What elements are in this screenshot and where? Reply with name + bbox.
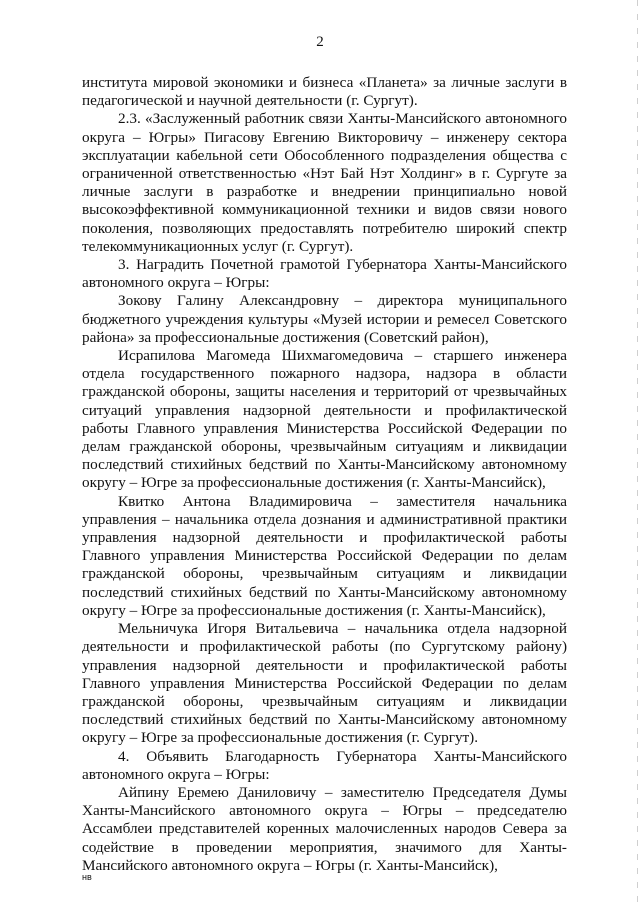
paragraph-awardee: Зокову Галину Александровну – директора муниципального бюджетного учреждения культуры «Музей истории и ремесел Советского района» за профессиональные достижения (Советский район), bbox=[82, 292, 567, 346]
paragraph-awardee: Квитко Антона Владимировича – заместителя начальника управления – начальника отдела дознания и административной практики управления надзорной деятельности и профилактической работы Главного управления Министерства Российской Федерации по делам гражданской обороны, чрезвычайным ситуациям и ликвидации последствий стихийных бедствий по Ханты-Мансийскому автономному округу – Югре за профессиональные достижения (г. Ханты-Мансийск), bbox=[82, 492, 567, 619]
document-body bbox=[82, 74, 567, 875]
paragraph-awardee: Айпину Еремею Даниловичу – заместителю Председателя Думы Ханты-Мансийского автономного округа – Югры – председателю Ассамблеи представителей коренных малочисленных народов Севера за содействие в проведении мероприятия, значимого для Ханты-Мансийского автономного округа – Югры (г. Ханты-Мансийск), bbox=[82, 783, 567, 874]
paragraph-continuation: института мировой экономики и бизнеса «Планета» за личные заслуги в педагогической и научной деятельности (г. Сургут). bbox=[82, 74, 567, 110]
paragraph-item-4: 4. Объявить Благодарность Губернатора Ханты-Мансийского автономного округа – Югры: bbox=[82, 747, 567, 783]
footer-initials: нв bbox=[82, 872, 92, 882]
paragraph-item-2-3: 2.3. «Заслуженный работник связи Ханты-Мансийского автономного округа – Югры» Пигасову Евгению Викторовичу – инженеру сектора эксплуатации кабельной сети Обособленного подразделения общества с ограниченной ответственностью «Нэт Бай Нэт Холдинг» в г. Сургуте за личные заслуги в разработке и внедрении принципиально новой высокоэффективной коммуникационной техники и видов связи нового поколения, позволяющих предоставлять потребителю широкий спектр телекоммуникационных услуг (г. Сургут). bbox=[82, 110, 567, 255]
scan-edge-line bbox=[637, 0, 638, 905]
page-number: 2 bbox=[316, 34, 324, 50]
paragraph-awardee: Мельничука Игоря Витальевича – начальника отдела надзорной деятельности и профилактической работы (по Сургутскому району) управления надзорной деятельности и профилактической работы Главного управления Министерства Российской Федерации по делам гражданской обороны, чрезвычайным ситуациям и ликвидации последствий стихийных бедствий по Ханты-Мансийскому автономному округу – Югре за профессиональные достижения (г. Сургут). bbox=[82, 620, 567, 747]
paragraph-awardee: Исрапилова Магомеда Шихмагомедовича – старшего инженера отдела государственного пожарного надзора, надзора в области гражданской обороны, защиты населения и территорий от чрезвычайных ситуаций управления надзорной деятельности и профилактической работы Главного управления Министерства Российской Федерации по делам гражданской обороны, чрезвычайным ситуациям и ликвидации последствий стихийных бедствий по Ханты-Мансийскому автономному округу – Югре за профессиональные достижения (г. Ханты-Мансийск), bbox=[82, 347, 567, 492]
paragraph-item-3: 3. Наградить Почетной грамотой Губернатора Ханты-Мансийского автономного округа – Югры: bbox=[82, 256, 567, 292]
